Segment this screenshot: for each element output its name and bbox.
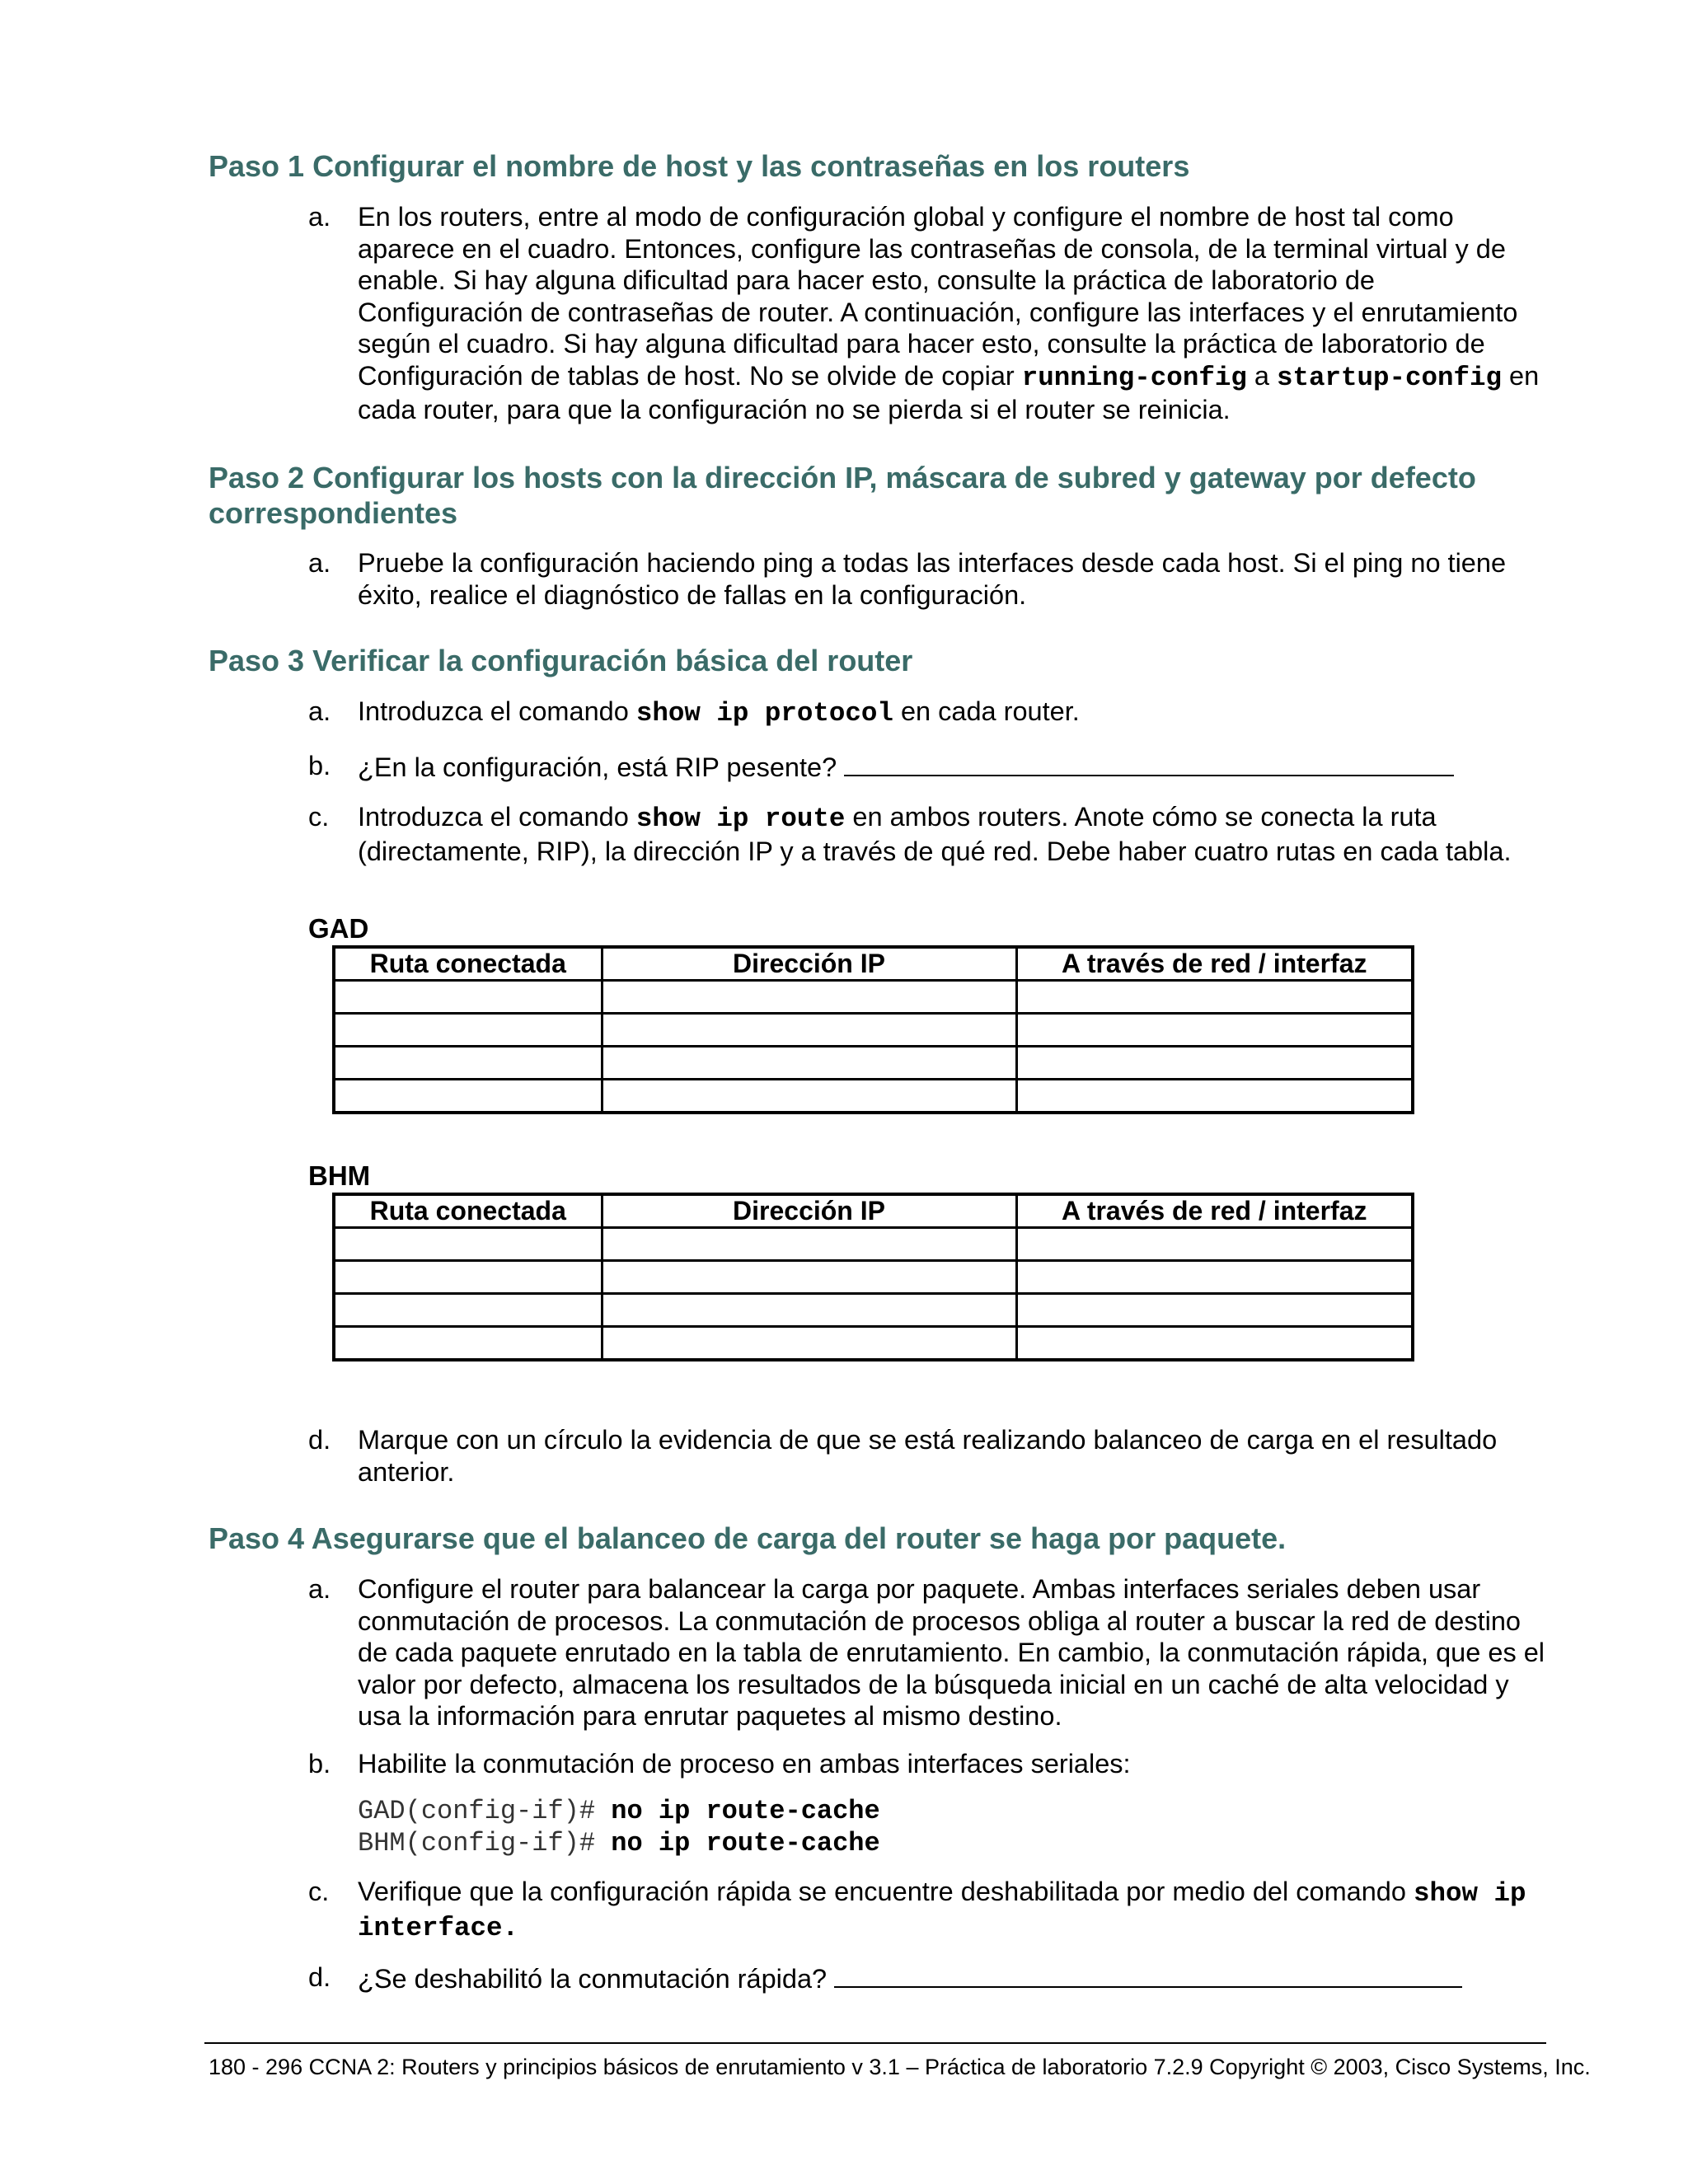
- answer-blank-line[interactable]: [844, 750, 1454, 776]
- table-row: [334, 1294, 1413, 1327]
- footer-divider: [204, 2042, 1546, 2044]
- table-cell[interactable]: [334, 1261, 602, 1294]
- item-label: c.: [308, 1877, 330, 1906]
- item-text: Introduzca el comando show ip protocol en cada router.: [358, 696, 1080, 729]
- table-cell[interactable]: [602, 1228, 1016, 1261]
- item-text: Configure el router para balancear la carga por paquete. Ambas interfaces seriales deben usar conmutación de procesos. La conmutación de procesos obliga al router a buscar la red de destino de cada paquete enrutado en la tabla de enrutamiento. En cambio, la conmutación rápida, que es el valor por defecto, almacena los resultados de la búsqueda inicial en un caché de alta velocidad y usa la información para enrutar paquetes al mismo destino.: [358, 1574, 1545, 1731]
- item-text: Introduzca el comando show ip route en ambos routers. Anote cómo se conecta la ruta (directamente, RIP), la dirección IP y a través de qué red. Debe haber cuatro rutas en cada tabla.: [358, 802, 1512, 866]
- table-cell[interactable]: [602, 1294, 1016, 1327]
- step-2-heading: Paso 2 Configurar los hosts con la dirección IP, máscara de subred y gateway por defecto correspondientes: [209, 461, 1476, 530]
- page-footer: 180 - 296 CCNA 2: Routers y principios básicos de enrutamiento v 3.1 – Práctica de laboratorio 7.2.9 Copyright © 2003, Cisco Systems, Inc.: [209, 2055, 1591, 2079]
- col-header-ip: Dirección IP: [602, 947, 1016, 981]
- code-prompt: GAD(config-if)#: [358, 1796, 596, 1826]
- table-cell[interactable]: [334, 981, 602, 1014]
- table-cell[interactable]: [1016, 1228, 1413, 1261]
- step-1-heading: Paso 1 Configurar el nombre de host y las contraseñas en los routers: [209, 149, 1190, 183]
- item-text: ¿Se deshabilitó la conmutación rápida?: [358, 1961, 1545, 1995]
- item-label: a.: [308, 1574, 331, 1604]
- table-cell[interactable]: [1016, 981, 1413, 1014]
- table-header-row: [334, 947, 1413, 981]
- item-label: d.: [308, 1962, 331, 1992]
- item-text: Pruebe la configuración haciendo ping a todas las interfaces desde cada host. Si el ping no tiene éxito, realice el diagnóstico de fallas en la configuración.: [358, 548, 1507, 610]
- code-line: [358, 1795, 880, 1827]
- code-prompt: BHM(config-if)#: [358, 1828, 596, 1858]
- col-header-ruta: Ruta conectada: [334, 1194, 602, 1228]
- table-cell[interactable]: [602, 1327, 1016, 1361]
- answer-blank-line[interactable]: [834, 1961, 1462, 1988]
- gad-table-label: GAD: [308, 913, 369, 944]
- table-cell[interactable]: [1016, 1080, 1413, 1113]
- step-3-item-a: [308, 696, 1545, 730]
- table-cell[interactable]: [334, 1047, 602, 1080]
- step-1-item-a: [308, 201, 1545, 426]
- step-3-item-b: [308, 750, 1545, 784]
- table-row: [334, 1080, 1413, 1113]
- table-header-row: [334, 1194, 1413, 1228]
- step-4-item-b: [308, 1748, 1545, 1780]
- code-line: [358, 1827, 880, 1859]
- table-cell[interactable]: [1016, 1261, 1413, 1294]
- table-cell[interactable]: [334, 1294, 602, 1327]
- step-4-heading: Paso 4 Asegurarse que el balanceo de carga del router se haga por paquete.: [209, 1521, 1287, 1555]
- table-cell[interactable]: [1016, 1014, 1413, 1047]
- table-cell[interactable]: [334, 1014, 602, 1047]
- table-cell[interactable]: [1016, 1047, 1413, 1080]
- table-row: [334, 1047, 1413, 1080]
- table-cell[interactable]: [334, 1080, 602, 1113]
- step-3-item-c: [308, 801, 1545, 867]
- running-config-command: running-config: [1021, 362, 1247, 393]
- table-cell[interactable]: [602, 1080, 1016, 1113]
- item-label: a.: [308, 202, 331, 232]
- code-command: no ip route-cache: [611, 1828, 880, 1858]
- table-cell[interactable]: [334, 1228, 602, 1261]
- table-row: [334, 1228, 1413, 1261]
- bhm-table-label: BHM: [308, 1160, 371, 1191]
- table-row: [334, 1014, 1413, 1047]
- table-cell[interactable]: [602, 1014, 1016, 1047]
- step-2-item-a: [308, 547, 1545, 611]
- item-label: b.: [308, 751, 331, 780]
- item-text: Marque con un círculo la evidencia de que se está realizando balanceo de carga en el resultado anterior.: [358, 1425, 1498, 1487]
- item-text: Verifique que la configuración rápida se encuentre deshabilitada por medio del comando show ip interface.: [358, 1877, 1526, 1943]
- table-cell[interactable]: [602, 1261, 1016, 1294]
- table-row: [334, 1327, 1413, 1361]
- show-ip-route-command: show ip route: [635, 804, 846, 834]
- step-4-item-c: [308, 1876, 1545, 1944]
- col-header-interfaz: A través de red / interfaz: [1016, 947, 1413, 981]
- show-ip-protocol-command: show ip protocol: [635, 698, 893, 729]
- item-text: ¿En la configuración, está RIP pesente?: [358, 750, 1545, 784]
- col-header-ip: Dirección IP: [602, 1194, 1016, 1228]
- gad-route-table: [332, 945, 1414, 1114]
- step-3-heading: Paso 3 Verificar la configuración básica del router: [209, 644, 913, 677]
- show-ip-interface-command: show ip interface.: [358, 1878, 1526, 1943]
- step-3-item-d: [308, 1424, 1545, 1488]
- step-4-item-d: [308, 1961, 1545, 1995]
- item-label: a.: [308, 696, 331, 726]
- table-row: [334, 1261, 1413, 1294]
- step-4-item-a: [308, 1573, 1545, 1732]
- table-row: [334, 981, 1413, 1014]
- item-label: c.: [308, 802, 330, 832]
- code-command: no ip route-cache: [611, 1796, 880, 1826]
- item-label: d.: [308, 1425, 331, 1455]
- table-cell[interactable]: [602, 981, 1016, 1014]
- col-header-interfaz: A través de red / interfaz: [1016, 1194, 1413, 1228]
- bhm-route-table: [332, 1193, 1414, 1361]
- table-cell[interactable]: [1016, 1294, 1413, 1327]
- item-text: En los routers, entre al modo de configuración global y configure el nombre de host tal como aparece en el cuadro. Entonces, configure las contraseñas de consola, de la terminal virtual y de enable. Si hay alguna dificultad para hacer esto, consulte la práctica de laboratorio de Configuración de contraseñas de router. A continuación, configure las interfaces y el enrutamiento según el cuadro. Si hay alguna dificultad para hacer esto, consulte la práctica de laboratorio de Configuración de tablas de host. No se olvide de copiar running-config a startup-config en cada router, para que la configuración no se pierda si el router se reinicia.: [358, 202, 1540, 424]
- table-cell[interactable]: [1016, 1327, 1413, 1361]
- table-cell[interactable]: [602, 1047, 1016, 1080]
- item-label: b.: [308, 1749, 331, 1779]
- table-cell[interactable]: [334, 1327, 602, 1361]
- item-label: a.: [308, 548, 331, 578]
- item-text: Habilite la conmutación de proceso en ambas interfaces seriales:: [358, 1749, 1131, 1779]
- config-code-block: [358, 1795, 880, 1859]
- startup-config-command: startup-config: [1276, 362, 1503, 393]
- col-header-ruta: Ruta conectada: [334, 947, 602, 981]
